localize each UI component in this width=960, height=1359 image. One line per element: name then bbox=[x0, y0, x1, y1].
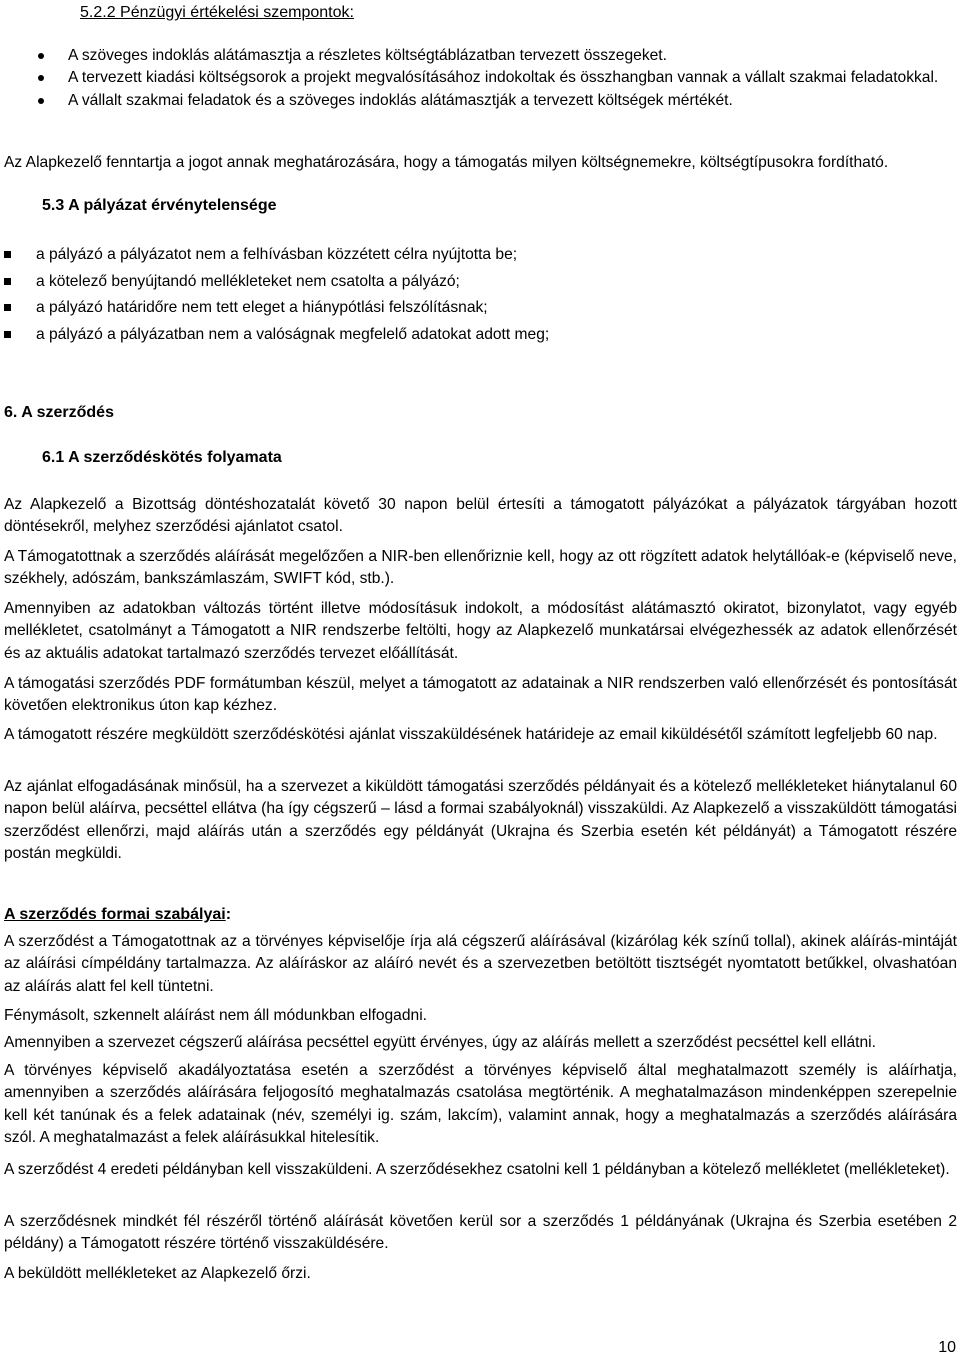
paragraph: A támogatási szerződés PDF formátumban készül, melyet a támogatott az adatainak a NIR rendszerben való ellenőrzését és pontosítását követően elektronikus úton kap kézhez. bbox=[4, 675, 957, 715]
paragraph: Amennyiben a szervezet cégszerű aláírása pecséttel együtt érvényes, úgy az aláírás mellett a szerződést pecséttel kell ellátni. bbox=[4, 1034, 876, 1051]
invalidity-list bbox=[4, 244, 924, 351]
paragraph: Az ajánlat elfogadásának minősül, ha a szervezet a kiküldött támogatási szerződés példányait és a kötelező mellékleteket hiánytalanul 60 napon belül aláírva, pecséttel ellátva (ha így cégszerű – lásd a formai szabályoknál) visszaküldi. Az Alapkezelő a visszaküldött támogatási szerződést ellenőrzi, majd aláírás után a szerződés egy példányát (Ukrajna és Szerbia esetén két példányát) a Támogatott részére postán megküldi. bbox=[4, 778, 957, 863]
paragraph: Fénymásolt, szkennelt aláírást nem áll módunkban elfogadni. bbox=[4, 1007, 427, 1024]
paragraph: Az Alapkezelő a Bizottság döntéshozatalát követő 30 napon belül értesíti a támogatott pályázókat a pályázatok tárgyában hozott döntésekről, melyhez szerződési ajánlatot csatol. bbox=[4, 496, 957, 536]
paragraph: Az Alapkezelő fenntartja a jogot annak meghatározására, hogy a támogatás milyen költségnemekre, költségtípusokra fordítható. bbox=[4, 154, 889, 171]
list-item bbox=[4, 324, 924, 351]
section-heading-5-3: 5.3 A pályázat érvénytelensége bbox=[42, 197, 277, 214]
list-item-text: A szöveges indoklás alátámasztja a részletes költségtáblázatban tervezett összegeket. bbox=[68, 47, 667, 64]
paragraph: A szerződést a Támogatottnak az a törvényes képviselője írja alá cégszerű aláírásával (kizárólag kék színű tollal), akinek aláírás-mintáját az aláírási címpéldány tartalmazza. Az aláíráskor az aláíró nevét és a szervezetben betöltött tisztségét nyomtatott betűkkel, olvashatóan az aláírás alatt fel kell tüntetni. bbox=[4, 933, 957, 995]
list-item-text: A tervezett kiadási költségsorok a projekt megvalósításához indokoltak és összhangban vannak a vállalt szakmai feladatokkal. bbox=[68, 69, 939, 87]
page-number: 10 bbox=[938, 1338, 956, 1356]
paragraph: Amennyiben az adatokban változás történt illetve módosításuk indokolt, a módosítást alátámasztó okiratot, bizonylatot, vagy egyéb mellékletet, csatolmányt a Támogatott a NIR rendszerbe feltölti, hogy az Alapkezelő munkatársai elvégezhessék az adatok ellenőrzését és az aktuális adatokat tartalmazó szerződés tervezet előállítását. bbox=[4, 600, 957, 662]
section-heading-6-1: 6.1 A szerződéskötés folyamata bbox=[42, 449, 282, 466]
section-heading-text: A szerződés formai szabályai bbox=[4, 906, 226, 923]
list-item-text: a pályázó határidőre nem tett eleget a hiánypótlási felszólításnak; bbox=[36, 299, 488, 317]
paragraph: A szerződést 4 eredeti példányban kell visszaküldeni. A szerződésekhez csatolni kell 1 példányban a kötelező mellékletet (mellékleteket). bbox=[4, 1161, 950, 1178]
square-bullet-icon bbox=[4, 331, 11, 338]
paragraph: A szerződésnek mindkét fél részéről történő aláírását követően kerül sor a szerződés 1 példányának (Ukrajna és Szerbia esetében 2 példány) a Támogatott részére történő visszaküldésére. bbox=[4, 1213, 957, 1253]
list-item-text: a pályázó a pályázatot nem a felhívásban közzétett célra nyújtotta be; bbox=[36, 246, 518, 263]
square-bullet-icon bbox=[4, 251, 11, 258]
evaluation-criteria-list bbox=[38, 45, 958, 112]
list-item bbox=[4, 297, 924, 324]
bullet-icon bbox=[38, 53, 44, 59]
list-item bbox=[38, 45, 958, 67]
list-item-text: a pályázó a pályázatban nem a valóságnak megfelelő adatokat adott meg; bbox=[36, 326, 550, 344]
bullet-icon bbox=[38, 98, 44, 104]
paragraph: A törvényes képviselő akadályoztatása esetén a szerződést a törvényes képviselő által meghatalmazott személy is aláírhatja, amennyiben a szerződés aláírására feljogosító meghatalmazás csatolása megtörténik. A meghatalmazáson mindenképpen szerepelnie kell két tanúnak és a felek adatainak (név, személyi ig. szám, lakcím), valamint annak, hogy a meghatalmazás a szerződés aláírására szól. A meghatalmazást a felek aláírásukkal hitelesítik. bbox=[4, 1062, 957, 1147]
paragraph: A Támogatottnak a szerződés aláírását megelőzően a NIR-ben ellenőriznie kell, hogy az ott rögzített adatok helytállóak-e (képviselő neve, székhely, adószám, bankszámlaszám, SWIFT kód, stb.). bbox=[4, 548, 957, 588]
heading-colon: : bbox=[225, 906, 232, 923]
square-bullet-icon bbox=[4, 278, 11, 285]
section-heading-text: 5.2.2 Pénzügyi értékelési szempontok: bbox=[80, 4, 354, 21]
list-item bbox=[4, 271, 924, 298]
list-item-text: a kötelező benyújtandó mellékleteket nem csatolta a pályázó; bbox=[36, 272, 460, 290]
square-bullet-icon bbox=[4, 304, 11, 311]
list-item-text: A vállalt szakmai feladatok és a szöveges indoklás alátámasztják a tervezett költségek mértékét. bbox=[68, 91, 733, 109]
list-item bbox=[4, 244, 924, 271]
list-item bbox=[38, 90, 958, 112]
section-heading-formal-rules bbox=[4, 904, 231, 926]
paragraph: A beküldött mellékleteket az Alapkezelő őrzi. bbox=[4, 1265, 311, 1282]
list-item bbox=[38, 67, 958, 89]
bullet-icon bbox=[38, 75, 44, 81]
section-heading-5-2-2 bbox=[80, 2, 354, 24]
paragraph: A támogatott részére megküldött szerződéskötési ajánlat visszaküldésének határideje az email kiküldésétől számított legfeljebb 60 nap. bbox=[4, 726, 938, 743]
section-heading-6: 6. A szerződés bbox=[4, 404, 114, 421]
